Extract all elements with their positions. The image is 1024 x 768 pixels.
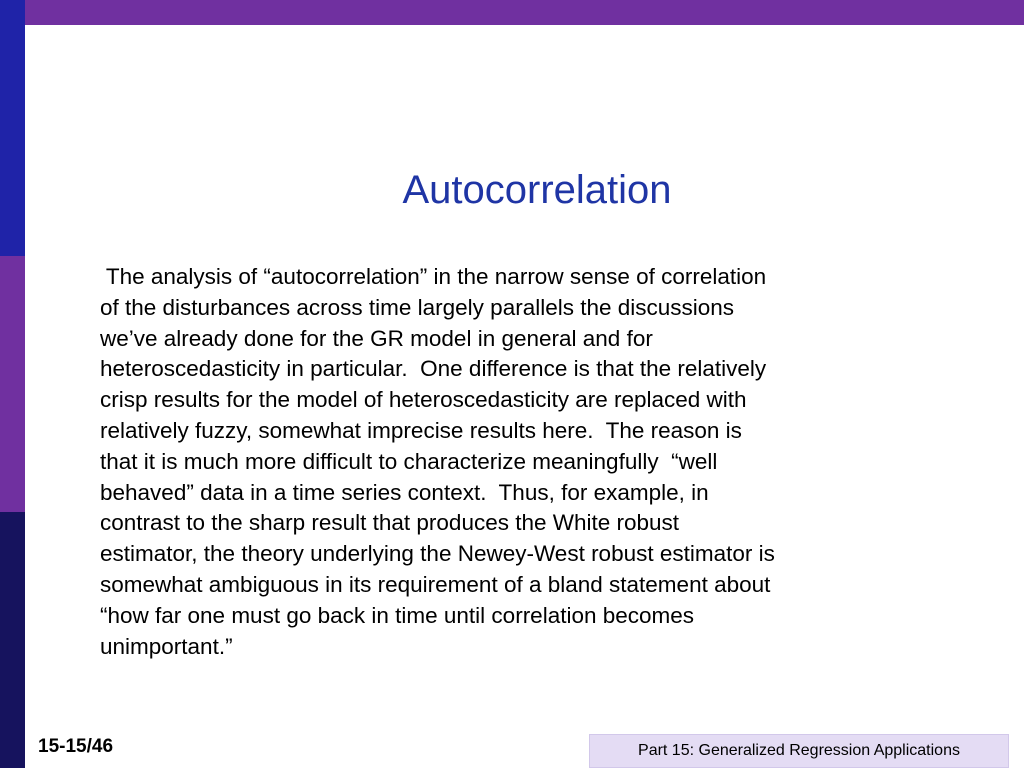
body-line: heteroscedasticity in particular. One difference is that the relatively [100, 356, 767, 382]
top-accent-bar [0, 0, 1024, 25]
body-line: “how far one must go back in time until correlation becomes [100, 602, 695, 628]
body-line: somewhat ambiguous in its requirement of a bland statement about [100, 571, 771, 597]
course-footer-label: Part 15: Generalized Regression Applications [638, 742, 960, 759]
course-footer-box [589, 734, 1009, 768]
left-bar-segment-middle [0, 256, 25, 512]
slide-title: Autocorrelation [402, 168, 672, 212]
slide-page-number: 15-15/46 [38, 736, 114, 757]
body-line: we’ve already done for the GR model in general and for [100, 325, 653, 351]
body-line: unimportant.” [100, 633, 233, 659]
body-line: of the disturbances across time largely parallels the discussions [100, 294, 735, 320]
left-bar-segment-bottom [0, 512, 25, 768]
slide-body-text [100, 262, 970, 662]
left-accent-bar [0, 0, 25, 768]
left-bar-segment-top [0, 0, 25, 256]
body-line: estimator, the theory underlying the Newey-West robust estimator is [100, 541, 775, 567]
body-line: that it is much more difficult to characterize meaningfully “well [100, 448, 718, 474]
body-line: The analysis of “autocorrelation” in the narrow sense of correlation [100, 264, 767, 289]
body-line: relatively fuzzy, somewhat imprecise results here. The reason is [100, 417, 742, 443]
body-line: crisp results for the model of heteroscedasticity are replaced with [100, 387, 747, 413]
body-line: behaved” data in a time series context. Thus, for example, in [100, 479, 709, 505]
body-line: contrast to the sharp result that produces the White robust [100, 510, 680, 536]
